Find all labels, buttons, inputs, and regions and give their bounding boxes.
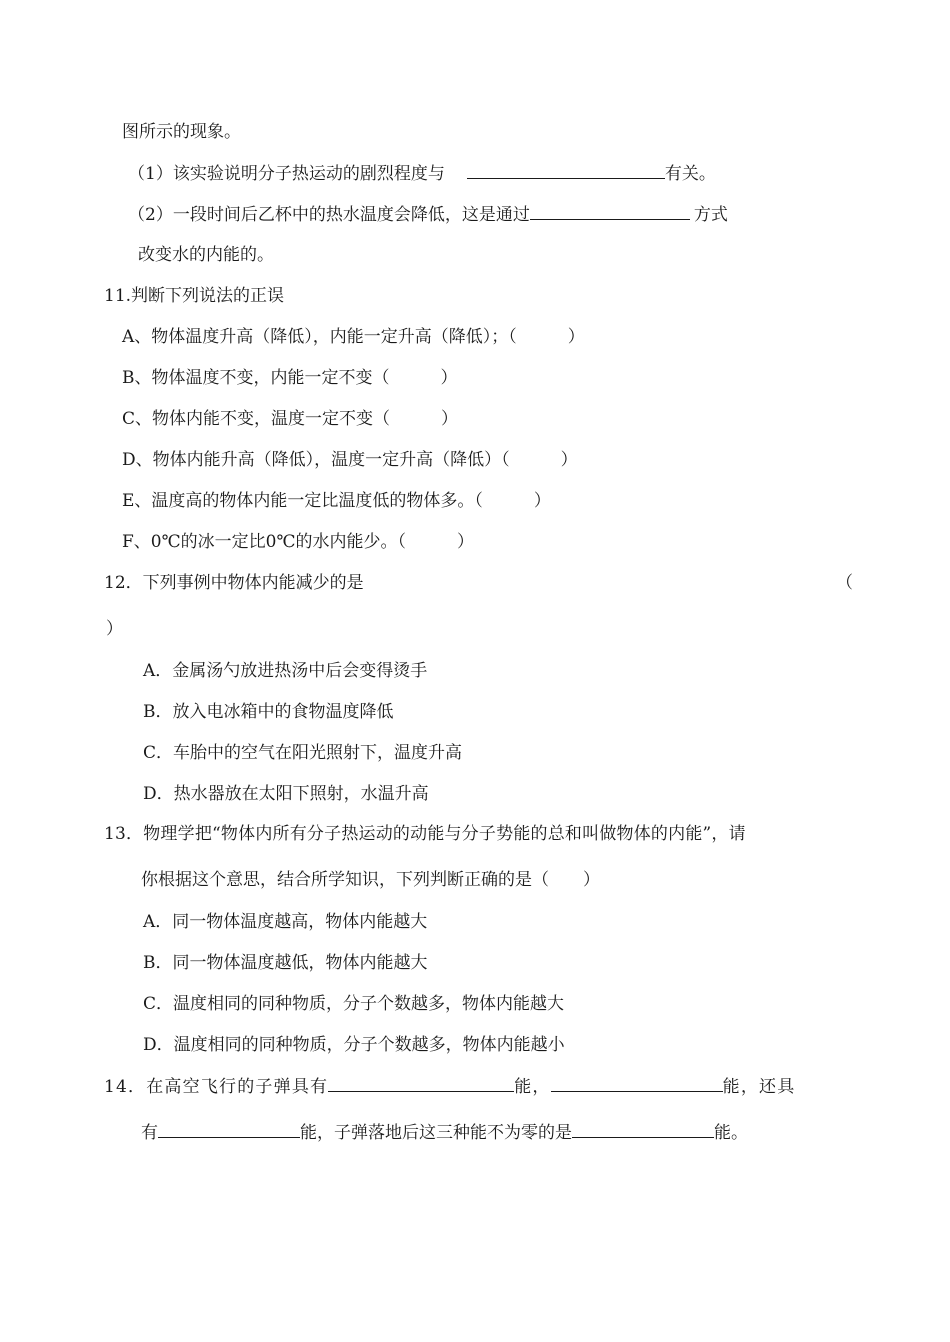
answer-blank[interactable]: [328, 1075, 514, 1092]
q13-option-d: D．温度相同的同种物质，分子个数越多，物体内能越小: [143, 1035, 565, 1055]
text-line: 改变水的内能的。: [138, 245, 274, 265]
text-line: 图所示的现象。: [122, 122, 241, 142]
q11-item-c: C、物体内能不变，温度一定不变（ ）: [122, 409, 459, 429]
question-13-cont: 你根据这个意思，结合所学知识，下列判断正确的是（ ）: [141, 870, 600, 890]
question-14: 14．在高空飞行的子弹具有 能， 能，还具: [104, 1077, 796, 1097]
q10-part1: （1）该实验说明分子热运动的剧烈程度与 有关。: [128, 164, 716, 184]
q11-item-b: B、物体温度不变，内能一定不变（ ）: [122, 368, 458, 388]
q12-paren-close: ）: [106, 619, 123, 639]
q12-option-c: C．车胎中的空气在阳光照射下，温度升高: [143, 743, 463, 763]
q12-option-a: A．金属汤勺放进热汤中后会变得烫手: [143, 661, 428, 681]
q10-part2: （2）一段时间后乙杯中的热水温度会降低，这是通过 方式: [128, 205, 728, 225]
answer-blank[interactable]: [530, 203, 690, 220]
q12-paren-open: （: [836, 573, 853, 593]
q13-option-c: C．温度相同的同种物质，分子个数越多，物体内能越大: [143, 994, 565, 1014]
q12-option-d: D．热水器放在太阳下照射，水温升高: [143, 784, 429, 804]
question-11: 11.判断下列说法的正误: [104, 286, 285, 306]
q12-option-b: B．放入电冰箱中的食物温度降低: [143, 702, 394, 722]
answer-blank[interactable]: [572, 1121, 714, 1138]
q13-option-a: A．同一物体温度越高，物体内能越大: [143, 912, 428, 932]
question-14-cont: 有 能，子弹落地后这三种能不为零的是 能。: [141, 1123, 748, 1143]
q11-item-a: A、物体温度升高（降低），内能一定升高（降低）；（ ）: [122, 327, 585, 347]
question-13: 13．物理学把“物体内所有分子热运动的动能与分子势能的总和叫做物体的内能”，请: [104, 824, 746, 844]
answer-blank[interactable]: [467, 162, 665, 179]
q11-item-f: F、0℃的冰一定比0℃的水内能少。（ ）: [122, 532, 474, 552]
q11-item-d: D、物体内能升高（降低），温度一定升高（降低）（ ）: [122, 450, 578, 470]
q11-item-e: E、温度高的物体内能一定比温度低的物体多。（ ）: [122, 491, 551, 511]
question-12: 12．下列事例中物体内能减少的是: [104, 573, 364, 593]
q13-option-b: B．同一物体温度越低，物体内能越大: [143, 953, 428, 973]
answer-blank[interactable]: [158, 1121, 300, 1138]
answer-blank[interactable]: [551, 1075, 723, 1092]
